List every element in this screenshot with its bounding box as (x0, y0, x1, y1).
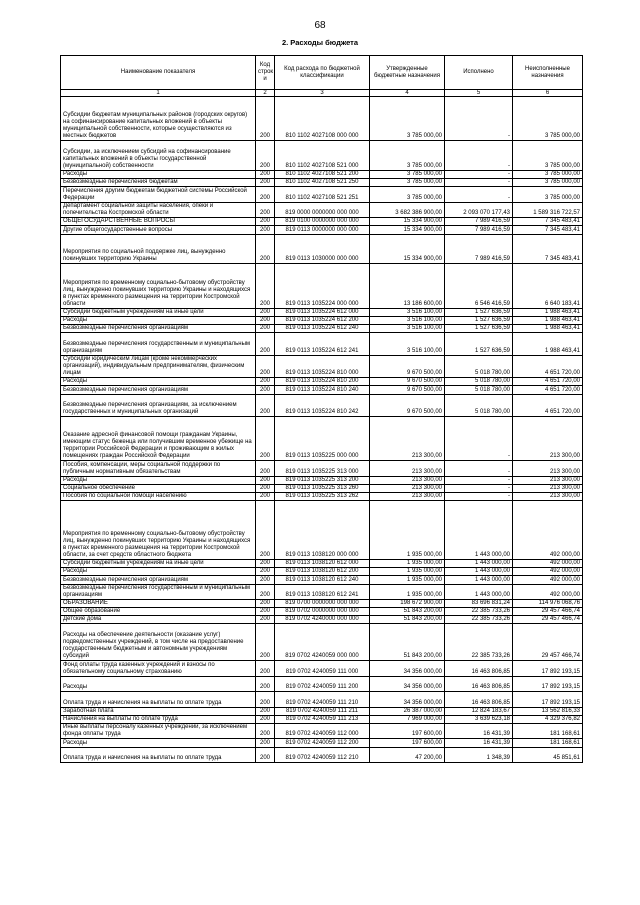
row-unexecuted: 1 988 463,41 (513, 333, 583, 356)
row-executed: 7 989 416,59 (445, 234, 513, 264)
table-row (61, 218, 583, 226)
row-name: Субсидии бюджетным учреждениям на иные цели (61, 559, 256, 567)
row-unexecuted: 213 300,00 (513, 417, 583, 461)
row-executed: - (445, 170, 513, 178)
row-budget-code: 819 0113 1035224 810 000 (275, 355, 370, 378)
row-name: Расходы (61, 476, 256, 484)
table-row (61, 576, 583, 584)
row-name: Безвозмездные перечисления организациям, за исключением государственных и муниципальных организаций (61, 394, 256, 417)
row-unexecuted: 3 785 000,00 (513, 97, 583, 141)
row-budget-code: 819 0113 1035225 000 000 (275, 417, 370, 461)
table-row (61, 324, 583, 332)
column-number: 2 (256, 90, 275, 97)
row-unexecuted: 6 640 183,41 (513, 264, 583, 308)
row-approved: 51 843 200,00 (370, 608, 445, 616)
row-approved: 3 516 100,00 (370, 333, 445, 356)
row-name: Детские дома (61, 616, 256, 624)
row-unexecuted: 181 168,61 (513, 724, 583, 739)
row-code: 200 (256, 692, 275, 707)
table-row (61, 616, 583, 624)
row-approved: 9 670 500,00 (370, 355, 445, 378)
row-approved: 3 785 000,00 (370, 170, 445, 178)
row-executed: 7 989 416,59 (445, 218, 513, 226)
row-approved: 15 334 900,00 (370, 226, 445, 234)
row-unexecuted: 213 300,00 (513, 484, 583, 492)
header-budget-code: Код расхода по бюджетной классификации (275, 56, 370, 90)
row-code: 200 (256, 333, 275, 356)
table-row (61, 141, 583, 171)
row-unexecuted: 3 785 000,00 (513, 170, 583, 178)
table-row (61, 461, 583, 476)
row-executed: 3 639 623,18 (445, 715, 513, 723)
row-code: 200 (256, 386, 275, 394)
table-row (61, 724, 583, 739)
row-code: 200 (256, 559, 275, 567)
table-row (61, 386, 583, 394)
row-budget-code: 819 0702 4240059 111 200 (275, 676, 370, 691)
table-row (61, 179, 583, 187)
row-unexecuted: 4 651 720,00 (513, 394, 583, 417)
table-row (61, 355, 583, 378)
row-code: 200 (256, 226, 275, 234)
row-name: Безвозмездные перечисления организациям (61, 324, 256, 332)
row-budget-code: 819 0702 4240059 111 000 (275, 661, 370, 676)
row-name: Безвозмездные перечисления организациям (61, 576, 256, 584)
row-budget-code: 819 0702 4240059 112 000 (275, 724, 370, 739)
row-budget-code: 819 0113 1038120 612 200 (275, 568, 370, 576)
row-code: 200 (256, 493, 275, 501)
row-approved: 13 186 600,00 (370, 264, 445, 308)
row-budget-code: 819 0702 4240000 000 000 (275, 616, 370, 624)
row-executed: 16 431,39 (445, 724, 513, 739)
row-executed: 83 696 831,24 (445, 599, 513, 607)
row-code: 200 (256, 715, 275, 723)
row-approved: 47 200,00 (370, 747, 445, 762)
row-budget-code: 819 0113 1035225 313 262 (275, 493, 370, 501)
row-code: 200 (256, 707, 275, 715)
row-approved: 1 935 000,00 (370, 584, 445, 599)
row-executed: 1 443 000,00 (445, 501, 513, 560)
table-row (61, 394, 583, 417)
header-approved: Утвержденные бюджетные назначения (370, 56, 445, 90)
row-approved: 198 672 900,00 (370, 599, 445, 607)
row-approved: 3 785 000,00 (370, 179, 445, 187)
row-code: 200 (256, 264, 275, 308)
row-unexecuted: 492 000,00 (513, 568, 583, 576)
table-row (61, 715, 583, 723)
row-unexecuted: 4 329 376,82 (513, 715, 583, 723)
row-unexecuted: 181 168,61 (513, 739, 583, 747)
table-row (61, 501, 583, 560)
row-unexecuted: 17 892 193,15 (513, 676, 583, 691)
row-name: Оплата труда и начисления на выплаты по оплате труда (61, 747, 256, 762)
table-row (61, 333, 583, 356)
row-code: 200 (256, 202, 275, 217)
row-name: Пособия по социальной помощи населению (61, 493, 256, 501)
row-budget-code: 819 0113 1035224 612 000 (275, 308, 370, 316)
row-approved: 3 785 000,00 (370, 97, 445, 141)
row-executed: 16 463 806,85 (445, 692, 513, 707)
table-row (61, 170, 583, 178)
row-budget-code: 819 0113 1035224 810 240 (275, 386, 370, 394)
table-row (61, 378, 583, 386)
row-name: Общее образование (61, 608, 256, 616)
row-approved: 9 670 500,00 (370, 386, 445, 394)
row-unexecuted: 29 457 466,74 (513, 608, 583, 616)
column-number: 5 (445, 90, 513, 97)
row-executed: - (445, 179, 513, 187)
column-number-row (61, 90, 583, 97)
page-number: 68 (314, 20, 326, 31)
row-code: 200 (256, 218, 275, 226)
row-budget-code: 819 0702 4240059 111 210 (275, 692, 370, 707)
row-executed: - (445, 187, 513, 202)
row-executed: 1 527 636,59 (445, 308, 513, 316)
row-executed: 22 385 733,26 (445, 608, 513, 616)
table-row (61, 308, 583, 316)
row-name: Начисления на выплаты по оплате труда (61, 715, 256, 723)
row-budget-code: 819 0000 0000000 000 000 (275, 202, 370, 217)
row-budget-code: 819 0113 1035224 612 240 (275, 324, 370, 332)
row-unexecuted: 1 988 463,41 (513, 316, 583, 324)
row-code: 200 (256, 378, 275, 386)
row-executed: - (445, 493, 513, 501)
row-approved: 3 516 100,00 (370, 324, 445, 332)
row-unexecuted: 45 851,61 (513, 747, 583, 762)
row-budget-code: 810 1102 4027108 000 000 (275, 97, 370, 141)
table-row (61, 608, 583, 616)
row-executed: 2 093 070 177,43 (445, 202, 513, 217)
row-code: 200 (256, 316, 275, 324)
row-approved: 51 843 200,00 (370, 616, 445, 624)
row-unexecuted: 7 345 483,41 (513, 218, 583, 226)
row-approved: 34 356 000,00 (370, 676, 445, 691)
row-code: 200 (256, 576, 275, 584)
row-name: Расходы (61, 316, 256, 324)
row-approved: 3 785 000,00 (370, 187, 445, 202)
row-code: 200 (256, 568, 275, 576)
row-code: 200 (256, 417, 275, 461)
row-code: 200 (256, 724, 275, 739)
column-number: 4 (370, 90, 445, 97)
row-unexecuted: 4 651 720,00 (513, 378, 583, 386)
row-budget-code: 810 1102 4027108 521 000 (275, 141, 370, 171)
row-approved: 9 670 500,00 (370, 394, 445, 417)
row-executed: 22 385 733,26 (445, 616, 513, 624)
table-row (61, 484, 583, 492)
row-unexecuted: 29 457 466,74 (513, 616, 583, 624)
row-approved: 1 935 000,00 (370, 576, 445, 584)
row-name: Безвозмездные перечисления государственным и муниципальным организациям (61, 333, 256, 356)
table-row (61, 226, 583, 234)
header-row-code: Код строк и (256, 56, 275, 90)
section-title: 2. Расходы бюджета (281, 38, 359, 47)
row-name: ОБРАЗОВАНИЕ (61, 599, 256, 607)
row-name: Оказание адресной финансовой помощи гражданам Украины, имеющим статус беженца или получившим временное убежище на территории Российской Федерации и проживающим в жилых помещениях граждан Российской Федерации (61, 417, 256, 461)
row-executed: 1 527 636,59 (445, 333, 513, 356)
row-approved: 3 516 100,00 (370, 316, 445, 324)
table-row (61, 264, 583, 308)
row-approved: 1 935 000,00 (370, 568, 445, 576)
row-name: Мероприятия по социальной поддержке лиц, вынужденно покинувших территорию Украины (61, 234, 256, 264)
row-name: Расходы на обеспечение деятельности (оказание услуг) подведомственных учреждений, в том числе на предоставление государственным бюджетным и автономным учреждениям субсидий (61, 624, 256, 661)
table-row (61, 739, 583, 747)
header-name: Наименование показателя (61, 56, 256, 90)
row-approved: 197 600,00 (370, 724, 445, 739)
row-unexecuted: 3 785 000,00 (513, 179, 583, 187)
column-number: 1 (61, 90, 256, 97)
row-executed: 6 546 416,59 (445, 264, 513, 308)
table-header-row (61, 56, 583, 90)
row-executed: - (445, 484, 513, 492)
row-budget-code: 819 0113 1038120 000 000 (275, 501, 370, 560)
row-name: Другие общегосударственные вопросы (61, 226, 256, 234)
row-approved: 15 334 900,00 (370, 234, 445, 264)
row-budget-code: 819 0702 4240059 112 200 (275, 739, 370, 747)
row-unexecuted: 114 976 068,76 (513, 599, 583, 607)
row-name: Заработная плата (61, 707, 256, 715)
row-approved: 3 516 100,00 (370, 308, 445, 316)
row-code: 200 (256, 170, 275, 178)
row-code: 200 (256, 661, 275, 676)
row-unexecuted: 1 589 316 722,57 (513, 202, 583, 217)
row-code: 200 (256, 624, 275, 661)
row-budget-code: 819 0113 1038120 612 241 (275, 584, 370, 599)
row-name: Расходы (61, 568, 256, 576)
row-unexecuted: 4 651 720,00 (513, 355, 583, 378)
row-approved: 9 670 500,00 (370, 378, 445, 386)
row-budget-code: 819 0113 1035224 612 241 (275, 333, 370, 356)
row-executed: - (445, 461, 513, 476)
row-name: Мероприятия по временному социально-бытовому обустройству лиц, вынужденно покинувших территорию Украины и находящихся в пунктах временного размещения на территории Костромской области (61, 264, 256, 308)
row-code: 200 (256, 616, 275, 624)
row-unexecuted: 17 892 193,15 (513, 692, 583, 707)
row-code: 200 (256, 308, 275, 316)
row-budget-code: 819 0702 4240059 112 210 (275, 747, 370, 762)
row-name: Расходы (61, 170, 256, 178)
row-unexecuted: 29 457 466,74 (513, 624, 583, 661)
row-code: 200 (256, 739, 275, 747)
row-budget-code: 819 0113 0000000 000 000 (275, 226, 370, 234)
table-row (61, 476, 583, 484)
column-number: 6 (513, 90, 583, 97)
row-executed: 1 443 000,00 (445, 584, 513, 599)
row-name: Субсидии бюджетам муниципальных районов (городских округов) на софинансирование капитальных вложений в объекты муниципальной собственности, которые осуществляются из местных бюджетов (61, 97, 256, 141)
row-executed: 1 443 000,00 (445, 568, 513, 576)
row-code: 200 (256, 234, 275, 264)
table-row (61, 316, 583, 324)
row-unexecuted: 213 300,00 (513, 476, 583, 484)
row-name: Расходы (61, 676, 256, 691)
row-approved: 3 785 000,00 (370, 141, 445, 171)
row-approved: 15 334 900,00 (370, 218, 445, 226)
row-budget-code: 819 0702 4240059 000 000 (275, 624, 370, 661)
row-budget-code: 819 0113 1035224 000 000 (275, 264, 370, 308)
row-budget-code: 819 0113 1035225 313 000 (275, 461, 370, 476)
row-name: Пособия, компенсации, меры социальной поддержки по публичным нормативным обязательствам (61, 461, 256, 476)
row-budget-code: 819 0100 0000000 000 000 (275, 218, 370, 226)
row-code: 200 (256, 355, 275, 378)
row-budget-code: 819 0700 0000000 000 000 (275, 599, 370, 607)
row-code: 200 (256, 141, 275, 171)
row-unexecuted: 7 345 483,41 (513, 226, 583, 234)
row-executed: 12 824 183,67 (445, 707, 513, 715)
table-row (61, 417, 583, 461)
row-unexecuted: 13 562 816,33 (513, 707, 583, 715)
row-approved: 1 935 000,00 (370, 559, 445, 567)
row-code: 200 (256, 584, 275, 599)
table-row (61, 187, 583, 202)
row-executed: - (445, 141, 513, 171)
header-unexecuted: Неисполненные назначения (513, 56, 583, 90)
row-name: Субсидии, за исключением субсидий на софинансирование капитальных вложений в объекты государственной (муниципальной) собственности (61, 141, 256, 171)
row-approved: 34 356 000,00 (370, 661, 445, 676)
table-row (61, 584, 583, 599)
table-row (61, 493, 583, 501)
row-budget-code: 819 0702 4240059 111 211 (275, 707, 370, 715)
table-row (61, 624, 583, 661)
row-executed: 16 463 806,85 (445, 661, 513, 676)
row-approved: 51 843 200,00 (370, 624, 445, 661)
row-name: Безвозмездные перечисления организациям (61, 386, 256, 394)
row-name: Расходы (61, 378, 256, 386)
row-approved: 34 356 000,00 (370, 692, 445, 707)
row-code: 200 (256, 187, 275, 202)
row-executed: 16 463 806,85 (445, 676, 513, 691)
row-code: 200 (256, 394, 275, 417)
row-approved: 213 300,00 (370, 417, 445, 461)
table-row (61, 676, 583, 691)
row-code: 200 (256, 97, 275, 141)
row-budget-code: 819 0113 1035225 313 260 (275, 484, 370, 492)
row-executed: 7 989 416,59 (445, 226, 513, 234)
row-budget-code: 810 1102 4027108 521 250 (275, 179, 370, 187)
row-approved: 213 300,00 (370, 484, 445, 492)
row-budget-code: 819 0113 1030000 000 000 (275, 234, 370, 264)
row-unexecuted: 213 300,00 (513, 461, 583, 476)
row-budget-code: 810 1102 4027108 521 251 (275, 187, 370, 202)
row-executed: 16 431,39 (445, 739, 513, 747)
row-executed: - (445, 417, 513, 461)
row-budget-code: 819 0113 1035224 810 200 (275, 378, 370, 386)
table-row (61, 692, 583, 707)
table-row (61, 234, 583, 264)
row-name: Департамент социальной защиты населения, опеки и попечительства Костромской области (61, 202, 256, 217)
column-number: 3 (275, 90, 370, 97)
row-name: Безвозмездные перечисления бюджетам (61, 179, 256, 187)
row-executed: 1 527 636,59 (445, 316, 513, 324)
row-approved: 7 969 000,00 (370, 715, 445, 723)
row-code: 200 (256, 501, 275, 560)
row-code: 200 (256, 476, 275, 484)
row-approved: 213 300,00 (370, 476, 445, 484)
table-row (61, 568, 583, 576)
row-unexecuted: 3 785 000,00 (513, 141, 583, 171)
row-executed: 5 018 780,00 (445, 386, 513, 394)
row-executed: 1 443 000,00 (445, 576, 513, 584)
row-executed: 5 018 780,00 (445, 355, 513, 378)
table-row (61, 747, 583, 762)
table-row (61, 202, 583, 217)
row-code: 200 (256, 599, 275, 607)
row-executed: - (445, 97, 513, 141)
row-unexecuted: 492 000,00 (513, 559, 583, 567)
row-executed: 5 018 780,00 (445, 378, 513, 386)
row-budget-code: 819 0113 1038120 612 000 (275, 559, 370, 567)
expenses-table (60, 55, 583, 763)
row-code: 200 (256, 676, 275, 691)
row-unexecuted: 1 988 463,41 (513, 324, 583, 332)
row-code: 200 (256, 608, 275, 616)
row-name: Перечисления другим бюджетам бюджетной системы Российской Федерации (61, 187, 256, 202)
row-unexecuted: 492 000,00 (513, 584, 583, 599)
row-budget-code: 810 1102 4027108 521 200 (275, 170, 370, 178)
table-row (61, 599, 583, 607)
row-unexecuted: 492 000,00 (513, 501, 583, 560)
row-name: Субсидии юридическим лицам (кроме некоммерческих организаций), индивидуальным предпринимателям, физическим лицам (61, 355, 256, 378)
row-name: Безвозмездные перечисления государственным и муниципальным организациям (61, 584, 256, 599)
row-budget-code: 819 0113 1035225 313 200 (275, 476, 370, 484)
row-unexecuted: 3 785 000,00 (513, 187, 583, 202)
row-code: 200 (256, 179, 275, 187)
row-approved: 213 300,00 (370, 493, 445, 501)
row-approved: 26 387 000,00 (370, 707, 445, 715)
row-code: 200 (256, 461, 275, 476)
row-unexecuted: 17 892 193,15 (513, 661, 583, 676)
row-executed: 5 018 780,00 (445, 394, 513, 417)
table-row (61, 97, 583, 141)
row-code: 200 (256, 747, 275, 762)
row-name: Социальное обеспечение (61, 484, 256, 492)
row-executed: 1 443 000,00 (445, 559, 513, 567)
row-budget-code: 819 0113 1038120 612 240 (275, 576, 370, 584)
row-unexecuted: 492 000,00 (513, 576, 583, 584)
row-executed: 1 348,39 (445, 747, 513, 762)
row-unexecuted: 4 651 720,00 (513, 386, 583, 394)
row-executed: - (445, 476, 513, 484)
row-code: 200 (256, 324, 275, 332)
row-code: 200 (256, 484, 275, 492)
row-unexecuted: 7 345 483,41 (513, 234, 583, 264)
table-row (61, 707, 583, 715)
row-name: Иные выплаты персоналу казенных учреждений, за исключением фонда оплаты труда (61, 724, 256, 739)
row-unexecuted: 213 300,00 (513, 493, 583, 501)
row-name: ОБЩЕГОСУДАРСТВЕННЫЕ ВОПРОСЫ (61, 218, 256, 226)
row-budget-code: 819 0113 1035224 612 200 (275, 316, 370, 324)
row-name: Фонд оплаты труда казенных учреждений и взносы по обязательному социальному страхованию (61, 661, 256, 676)
header-executed: Исполнено (445, 56, 513, 90)
table-row (61, 559, 583, 567)
row-budget-code: 819 0702 0000000 000 000 (275, 608, 370, 616)
row-name: Субсидии бюджетным учреждениям на иные цели (61, 308, 256, 316)
row-approved: 213 300,00 (370, 461, 445, 476)
row-name: Мероприятия по временному социально-бытовому обустройству лиц, вынужденно покинувших территорию Украины и находящихся в пунктах временного размещения на территории Костромской области, за счет средств областного бюджета (61, 501, 256, 560)
row-approved: 3 682 386 900,00 (370, 202, 445, 217)
row-approved: 1 935 000,00 (370, 501, 445, 560)
row-budget-code: 819 0702 4240059 111 213 (275, 715, 370, 723)
table-row (61, 661, 583, 676)
row-name: Расходы (61, 739, 256, 747)
row-name: Оплата труда и начисления на выплаты по оплате труда (61, 692, 256, 707)
row-executed: 22 385 733,26 (445, 624, 513, 661)
row-executed: 1 527 636,59 (445, 324, 513, 332)
row-budget-code: 819 0113 1035224 810 242 (275, 394, 370, 417)
row-unexecuted: 1 988 463,41 (513, 308, 583, 316)
row-approved: 197 600,00 (370, 739, 445, 747)
